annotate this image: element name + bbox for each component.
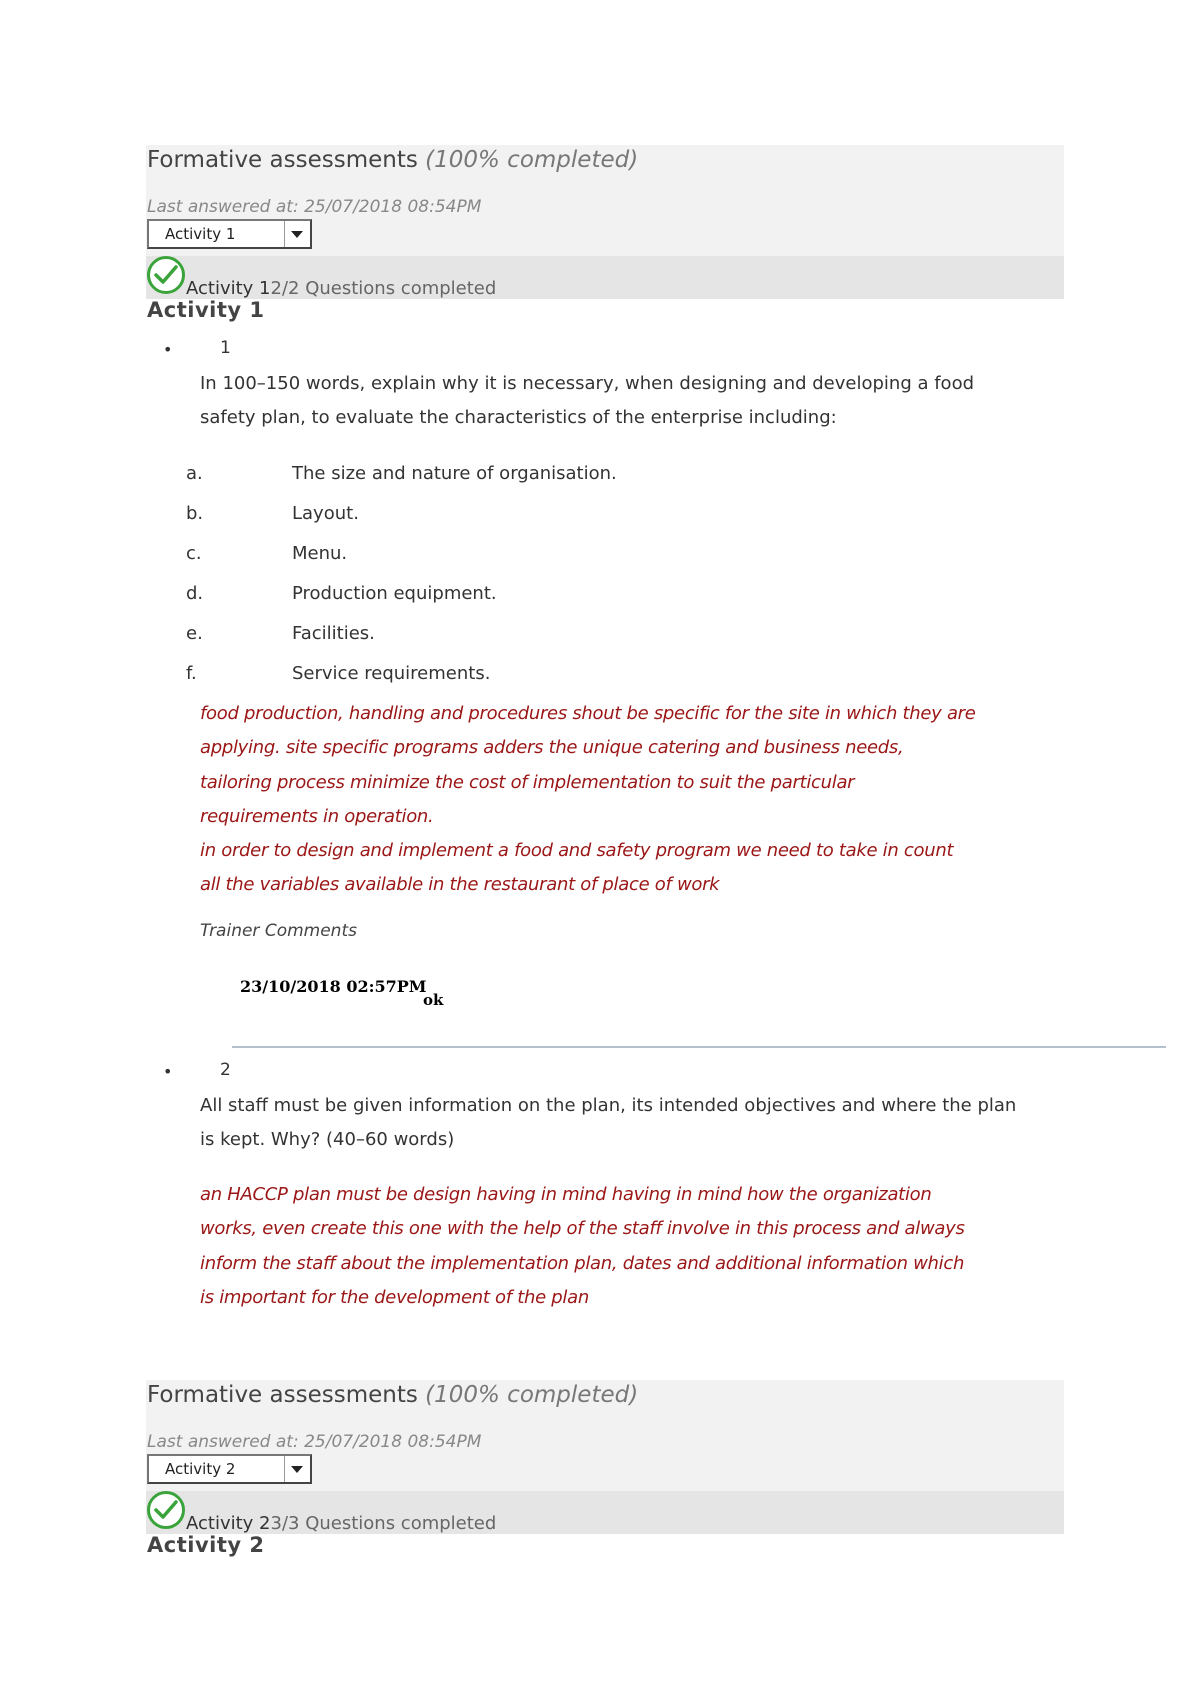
activity-select-value: Activity 1 — [165, 225, 236, 243]
answer-line: all the variables available in the restaurant of place of work — [200, 874, 720, 896]
answer-line: an HACCP plan must be design having in mind having in mind how the organization — [200, 1184, 932, 1205]
check-circle-icon — [146, 255, 186, 295]
panel-title — [147, 1382, 638, 1408]
answer-line: in order to design and implement a food and safety program we need to take in count — [200, 840, 954, 862]
student-answer — [200, 697, 1040, 903]
comment-text: ok — [423, 991, 444, 1009]
question-number: 2 — [220, 1060, 231, 1080]
chevron-down-icon — [291, 231, 303, 238]
status-question-count: 2/2 Questions completed — [270, 278, 497, 299]
list-item-text: Production equipment. — [292, 583, 497, 604]
last-answered-timestamp: Last answered at: 25/07/2018 08:54PM — [147, 1432, 482, 1452]
check-circle-icon — [146, 1490, 186, 1530]
last-answered-timestamp: Last answered at: 25/07/2018 08:54PM — [147, 197, 482, 217]
list-item-text: Facilities. — [292, 623, 375, 644]
status-question-count: 3/3 Questions completed — [270, 1513, 497, 1534]
list-item-letter: d. — [186, 583, 204, 604]
activity-select[interactable] — [147, 219, 312, 249]
list-item-letter: f. — [186, 663, 197, 684]
chevron-down-icon — [291, 1466, 303, 1473]
list-item-letter: b. — [186, 503, 204, 524]
activity-select[interactable] — [147, 1454, 312, 1484]
answer-line: tailoring process minimize the cost of implementation to suit the particular — [200, 771, 855, 793]
select-dropdown-button[interactable] — [284, 1456, 310, 1482]
activity-heading: Activity 2 — [147, 1533, 265, 1557]
answer-line: applying. site specific programs adders the unique catering and business needs, — [200, 737, 904, 759]
comment-divider — [232, 1046, 1166, 1048]
list-item-letter: e. — [186, 623, 203, 644]
answer-line: food production, handling and procedures shout be specific for the site in which they are — [200, 703, 976, 724]
status-activity-name: Activity 1 — [186, 278, 271, 299]
answer-line: requirements in operation. — [200, 805, 434, 827]
question-text: In 100–150 words, explain why it is necessary, when designing and developing a food safety plan, to evaluate the characteristics of the enterprise including: — [200, 373, 975, 428]
status-text — [186, 278, 496, 299]
question-number: 1 — [220, 338, 231, 358]
comment-timestamp: 23/10/2018 02:57PM — [240, 977, 427, 996]
answer-line: is important for the development of the plan — [200, 1286, 589, 1308]
panel-title — [147, 147, 638, 173]
list-item-text: Menu. — [292, 543, 348, 564]
panel-title-text: Formative assessments — [147, 147, 418, 173]
question-bullet: • — [163, 340, 173, 359]
activity-heading: Activity 1 — [147, 298, 265, 322]
list-item-text: Service requirements. — [292, 663, 491, 684]
student-answer — [200, 1178, 1040, 1315]
status-activity-name: Activity 2 — [186, 1513, 271, 1534]
question-bullet: • — [163, 1062, 173, 1081]
answer-line: works, even create this one with the help of the staff involve in this process and always — [200, 1218, 965, 1240]
list-item-text: The size and nature of organisation. — [292, 463, 617, 484]
completion-percent: (100% completed) — [425, 1382, 639, 1408]
list-item-letter: a. — [186, 463, 203, 484]
question-text: All staff must be given information on the plan, its intended objectives and where the plan is kept. Why? (40–60 words) — [200, 1095, 1017, 1150]
status-text — [186, 1513, 496, 1534]
list-item-text: Layout. — [292, 503, 359, 524]
answer-line: inform the staff about the implementation plan, dates and additional information which — [200, 1252, 965, 1274]
list-item-letter: c. — [186, 543, 202, 564]
completion-percent: (100% completed) — [425, 147, 639, 173]
panel-title-text: Formative assessments — [147, 1382, 418, 1408]
activity-select-value: Activity 2 — [165, 1460, 236, 1478]
select-dropdown-button[interactable] — [284, 221, 310, 247]
trainer-comments-label: Trainer Comments — [200, 921, 357, 941]
